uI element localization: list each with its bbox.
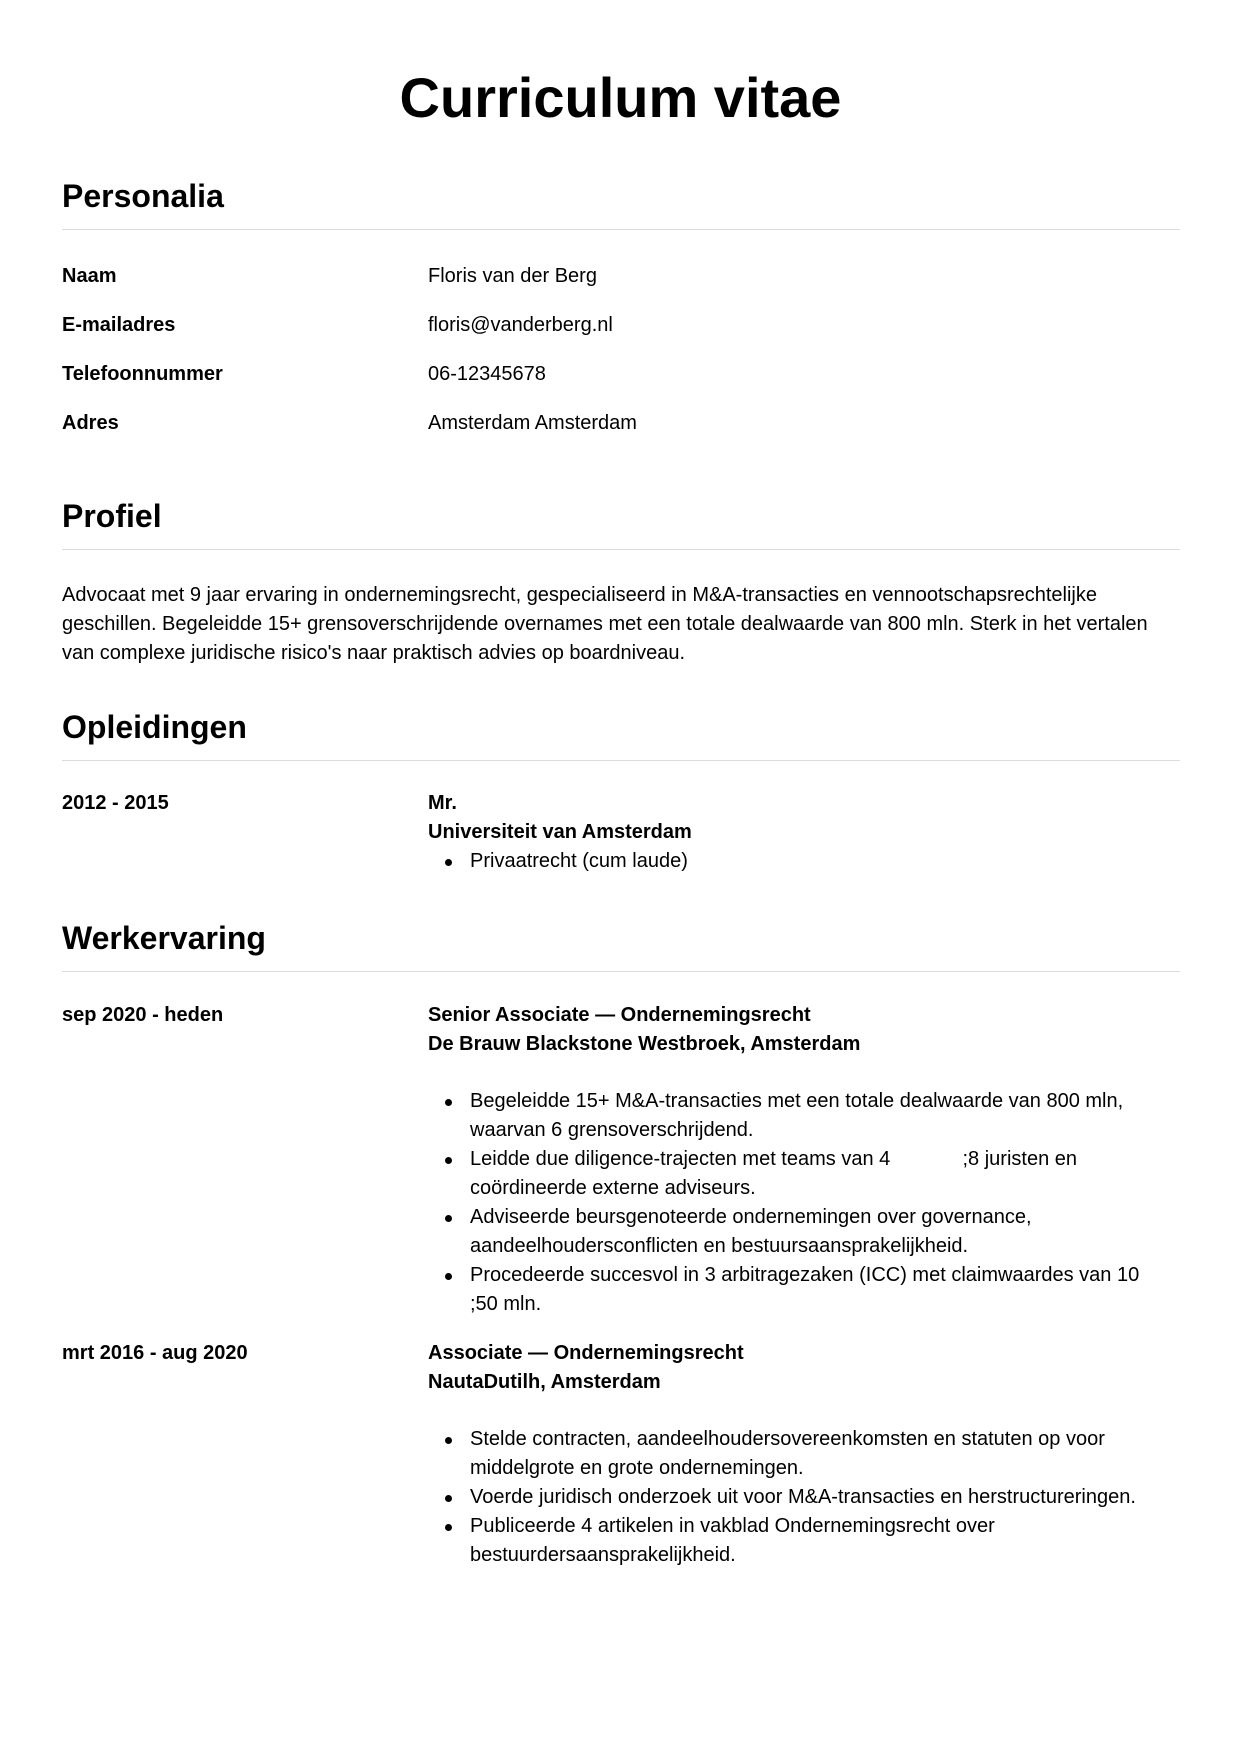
info-label: Naam — [62, 265, 117, 287]
work-period: sep 2020 - heden — [62, 1004, 224, 1026]
education-period: 2012 - 2015 — [62, 792, 169, 814]
education-entry — [62, 789, 1180, 876]
profile-text: Advocaat met 9 jaar ervaring in ondernemingsrecht, gespecialiseerd in M&A-transacties en vennootschapsrechtelijke geschillen. Begeleidde 15+ grensoverschrijdende overnames met een totale dealwaarde van 800 mln. Sterk in het vertalen van complexe juridische risico's naar praktisch advies op boardniveau. — [62, 584, 1148, 664]
list-item: Leidde due diligence-trajecten met teams van 4 ;8 juristen en coördineerde externe adviseurs. — [428, 1145, 1180, 1203]
education-institution: Universiteit van Amsterdam — [428, 821, 692, 843]
list-item: Adviseerde beursgenoteerde ondernemingen over governance, aandeelhoudersconflicten en bestuursaansprakelijkheid. — [428, 1203, 1180, 1261]
info-row-email — [62, 313, 1180, 362]
work-bullets — [428, 1425, 1180, 1570]
work-period: mrt 2016 - aug 2020 — [62, 1342, 248, 1364]
info-value: floris@vanderberg.nl — [428, 314, 613, 336]
info-row-telefoon — [62, 362, 1180, 411]
work-entry — [62, 1339, 1180, 1570]
info-row-naam — [62, 264, 1180, 313]
list-item: Publiceerde 4 artikelen in vakblad Ondernemingsrecht over bestuurdersaansprakelijkheid. — [428, 1512, 1180, 1570]
info-value: Floris van der Berg — [428, 265, 597, 287]
info-label: E-mailadres — [62, 314, 176, 336]
list-item: Voerde juridisch onderzoek uit voor M&A-transacties en herstructureringen. — [428, 1483, 1180, 1512]
document-title: Curriculum vitae — [399, 66, 842, 129]
section-profiel — [62, 496, 1180, 668]
list-item: Stelde contracten, aandeelhoudersovereenkomsten en statuten op voor middelgrote en grote ondernemingen. — [428, 1425, 1180, 1483]
list-item: Privaatrecht (cum laude) — [428, 847, 1180, 876]
list-item: Procedeerde succesvol in 3 arbitragezaken (ICC) met claimwaardes van 10 ;50 mln. — [428, 1261, 1180, 1319]
work-role: Associate — Ondernemingsrecht — [428, 1342, 744, 1364]
work-bullets — [428, 1087, 1212, 1319]
section-opleidingen — [62, 707, 1180, 876]
info-label: Telefoonnummer — [62, 363, 223, 385]
education-bullets — [428, 847, 1180, 876]
work-employer: NautaDutilh, Amsterdam — [428, 1371, 661, 1393]
info-label: Adres — [62, 412, 119, 434]
info-value: 06-12345678 — [428, 363, 546, 385]
section-title-werkervaring: Werkervaring — [62, 918, 1180, 972]
section-personalia — [62, 176, 1180, 460]
info-value: Amsterdam Amsterdam — [428, 412, 637, 434]
education-degree: Mr. — [428, 792, 457, 814]
work-entry — [62, 1001, 1212, 1319]
work-employer: De Brauw Blackstone Westbroek, Amsterdam — [428, 1033, 861, 1055]
section-title-opleidingen: Opleidingen — [62, 707, 1180, 761]
section-werkervaring — [62, 918, 1212, 1570]
info-row-adres — [62, 411, 1180, 460]
work-role: Senior Associate — Ondernemingsrecht — [428, 1004, 811, 1026]
section-title-profiel: Profiel — [62, 496, 1180, 550]
list-item: Begeleidde 15+ M&A-transacties met een totale dealwaarde van 800 mln, waarvan 6 grensoverschrijdend. — [428, 1087, 1180, 1145]
section-title-personalia: Personalia — [62, 176, 1180, 230]
